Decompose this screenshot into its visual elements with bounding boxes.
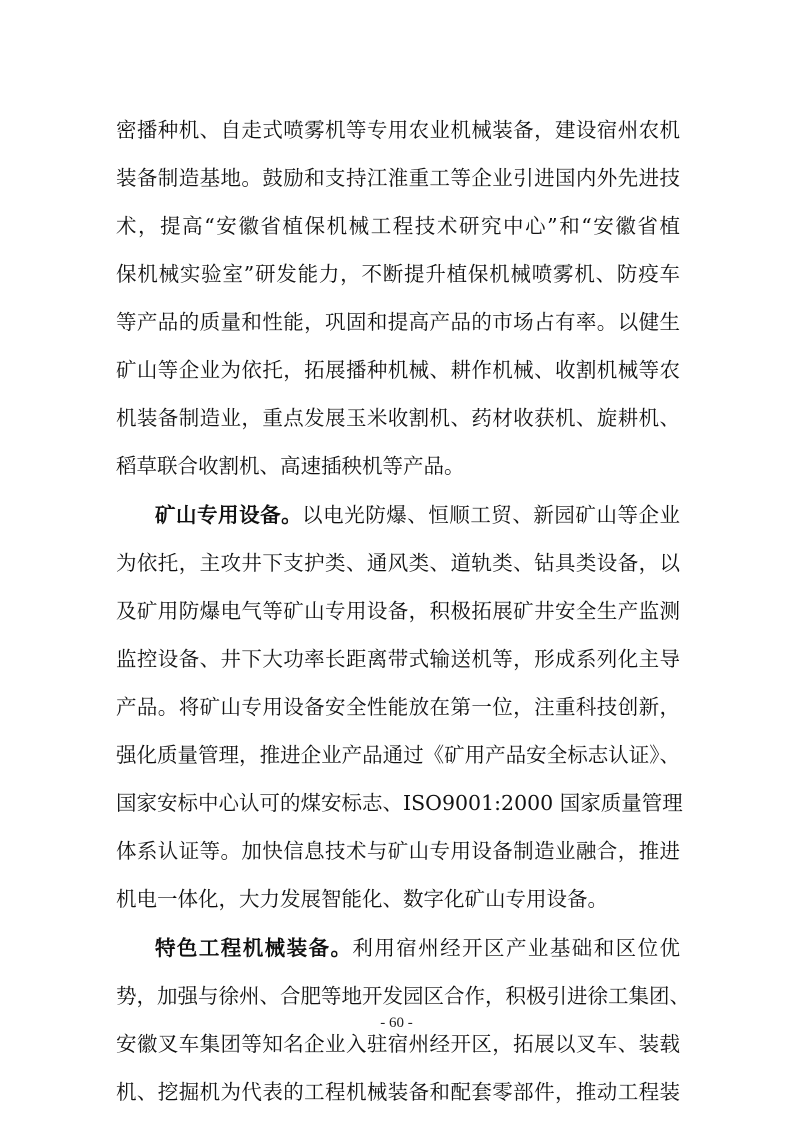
body-text-line: 密播种机、自走式喷雾机等专用农业机械装备，建设宿州农机 <box>116 118 680 142</box>
body-text-line: 国家安标中心认可的煤安标志、ISO9001:2000 国家质量管理 <box>116 791 683 815</box>
body-text-line: 装备制造基地。鼓励和支持江淮重工等企业引进国内外先进技 <box>116 166 680 190</box>
body-text-line: 为依托，主攻井下支护类、通风类、道轨类、钻具类设备，以 <box>116 551 680 575</box>
section-heading: 特色工程机械装备。 <box>155 936 353 960</box>
body-text-line: 势，加强与徐州、合肥等地开发园区合作，积极引进徐工集团、 <box>116 984 690 1008</box>
body-text-line: 及矿用防爆电气等矿山专用设备，积极拓展矿井安全生产监测 <box>116 599 680 623</box>
page-number: - 60 - <box>380 1015 413 1031</box>
body-text-line: 术，提高“安徽省植保机械工程技术研究中心”和“安徽省植 <box>116 214 680 238</box>
body-text-line: 保机械实验室”研发能力，不断提升植保机械喷雾机、防疫车 <box>116 262 680 286</box>
body-text-run: 利用宿州经开区产业基础和区位优 <box>352 936 681 960</box>
paragraph-first-line <box>155 499 680 531</box>
body-text-line: 产品。将矿山专用设备安全性能放在第一位，注重科技创新， <box>116 695 680 719</box>
section-heading: 矿山专用设备。 <box>155 503 303 527</box>
body-text-line: 机装备制造业，重点发展玉米收割机、药材收获机、旋耕机、 <box>116 406 680 430</box>
body-text-line: 矿山等企业为依托，拓展播种机械、耕作机械、收割机械等农 <box>116 358 680 382</box>
body-text-line: 等产品的质量和性能，巩固和提高产品的市场占有率。以健生 <box>116 310 680 334</box>
body-text-run: 以电光防爆、恒顺工贸、新园矿山等企业 <box>302 503 681 527</box>
body-text-line: 监控设备、井下大功率长距离带式输送机等，形成系列化主导 <box>116 647 680 671</box>
body-text-line: 稻草联合收割机、高速插秧机等产品。 <box>116 454 465 478</box>
body-text-line: 体系认证等。加快信息技术与矿山专用设备制造业融合，推进 <box>116 839 680 863</box>
paragraph-first-line <box>155 932 680 964</box>
body-text-line: 机电一体化，大力发展智能化、数字化矿山专用设备。 <box>116 887 608 911</box>
body-text-line: 机、挖掘机为代表的工程机械装备和配套零部件，推动工程装 <box>116 1080 680 1104</box>
body-text-line: 安徽叉车集团等知名企业入驻宿州经开区，拓展以叉车、装载 <box>116 1032 680 1056</box>
body-text-line: 强化质量管理，推进企业产品通过《矿用产品安全标志认证》、 <box>116 743 680 767</box>
